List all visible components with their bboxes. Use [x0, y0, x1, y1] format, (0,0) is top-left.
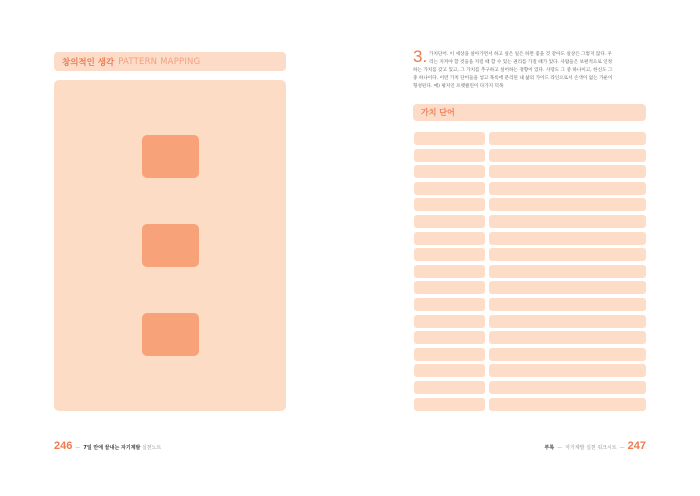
- value-word-cell: [414, 198, 485, 211]
- left-section-title: [54, 52, 286, 71]
- value-description-cell: [489, 132, 646, 145]
- step-number: 3.: [413, 47, 428, 66]
- value-description-cell: [489, 331, 646, 344]
- value-row: [414, 132, 646, 145]
- value-description-cell: [489, 182, 646, 195]
- footer-series-bold: 7일 만에 끝내는 자기계발: [83, 445, 141, 451]
- intro-text-line: 리는 지켜야 할 것들을 지킬 때 할 수 있는 권리를 가질 때가 있다. 사람들은 보편적으로 인정: [429, 60, 613, 65]
- footer-separator: —: [557, 445, 563, 451]
- value-word-cell: [414, 149, 485, 162]
- mapping-box: [142, 224, 199, 267]
- value-word-cell: [414, 298, 485, 311]
- value-word-cell: [414, 364, 485, 377]
- value-description-cell: [489, 232, 646, 245]
- section-title-english: PATTERN MAPPING: [118, 56, 201, 67]
- value-word-cell: [414, 182, 485, 195]
- intro-text-line: 가치단어. 이 세상을 살아가면서 하고 싶은 일은 하면 좋을 것 같아도 실상은 그렇지 않다. 우: [429, 52, 613, 57]
- value-row: [414, 315, 646, 328]
- footer-section-label: [544, 444, 554, 451]
- value-words-title: 가치 단어: [413, 104, 646, 121]
- page-number-right: 247: [627, 440, 646, 452]
- left-page-footer: [54, 440, 161, 452]
- value-row: [414, 381, 646, 394]
- value-word-cell: [414, 398, 485, 411]
- value-description-cell: [489, 348, 646, 361]
- section-title-korean: 창의적인 생각: [62, 57, 115, 68]
- value-word-cell: [414, 348, 485, 361]
- value-word-cell: [414, 281, 485, 294]
- value-row: [414, 248, 646, 261]
- value-description-cell: [489, 265, 646, 278]
- intro-text-line: 중 하나이다. 이런 가치 단어들을 넣고 목록에 분리된 내 삶의 가이드 라인으로서 손색이 없는 가운이: [413, 76, 613, 81]
- value-description-cell: [489, 364, 646, 377]
- intro-text-line: 형성된다. 예) 평지인 포맷클린이 다가지 덕목: [413, 84, 504, 89]
- value-description-cell: [489, 398, 646, 411]
- value-description-cell: [489, 315, 646, 328]
- value-description-cell: [489, 381, 646, 394]
- value-row: [414, 232, 646, 245]
- value-word-cell: [414, 315, 485, 328]
- value-description-cell: [489, 298, 646, 311]
- mapping-box: [142, 135, 199, 178]
- value-row: [414, 348, 646, 361]
- mapping-box: [142, 313, 199, 356]
- footer-separator: —: [75, 445, 81, 451]
- right-page-footer: [544, 440, 646, 452]
- value-row: [414, 215, 646, 228]
- value-row: [414, 298, 646, 311]
- footer-subtitle: [565, 444, 616, 451]
- value-row: [414, 165, 646, 178]
- value-word-cell: [414, 132, 485, 145]
- value-row: [414, 265, 646, 278]
- footer-section-bold: 부록: [544, 445, 555, 451]
- value-row: [414, 364, 646, 377]
- pattern-mapping-panel: [54, 80, 286, 411]
- value-word-cell: [414, 331, 485, 344]
- value-row: [414, 281, 646, 294]
- value-description-cell: [489, 215, 646, 228]
- value-word-cell: [414, 232, 485, 245]
- value-description-cell: [489, 149, 646, 162]
- footer-series-light: 실천노트: [141, 445, 162, 451]
- value-word-cell: [414, 265, 485, 278]
- value-description-cell: [489, 198, 646, 211]
- value-word-cell: [414, 215, 485, 228]
- value-row: [414, 149, 646, 162]
- value-word-cell: [414, 248, 485, 261]
- value-description-cell: [489, 165, 646, 178]
- footer-series-title: [83, 444, 161, 451]
- value-word-cell: [414, 165, 485, 178]
- value-row: [414, 182, 646, 195]
- value-row: [414, 198, 646, 211]
- intro-text-line: 하는 가치를 갖고 있고, 그 가치를 추구하고 싶어하는 경향이 있다. 사랑도 그 중 하나이고, 한신도 그: [413, 68, 613, 73]
- value-description-cell: [489, 281, 646, 294]
- footer-subtitle-text: 자기계발 실천 워크시트: [565, 445, 617, 451]
- value-description-cell: [489, 248, 646, 261]
- value-row: [414, 331, 646, 344]
- page-number-left: 246: [54, 440, 73, 452]
- value-row: [414, 398, 646, 411]
- footer-separator: —: [619, 445, 625, 451]
- value-word-cell: [414, 381, 485, 394]
